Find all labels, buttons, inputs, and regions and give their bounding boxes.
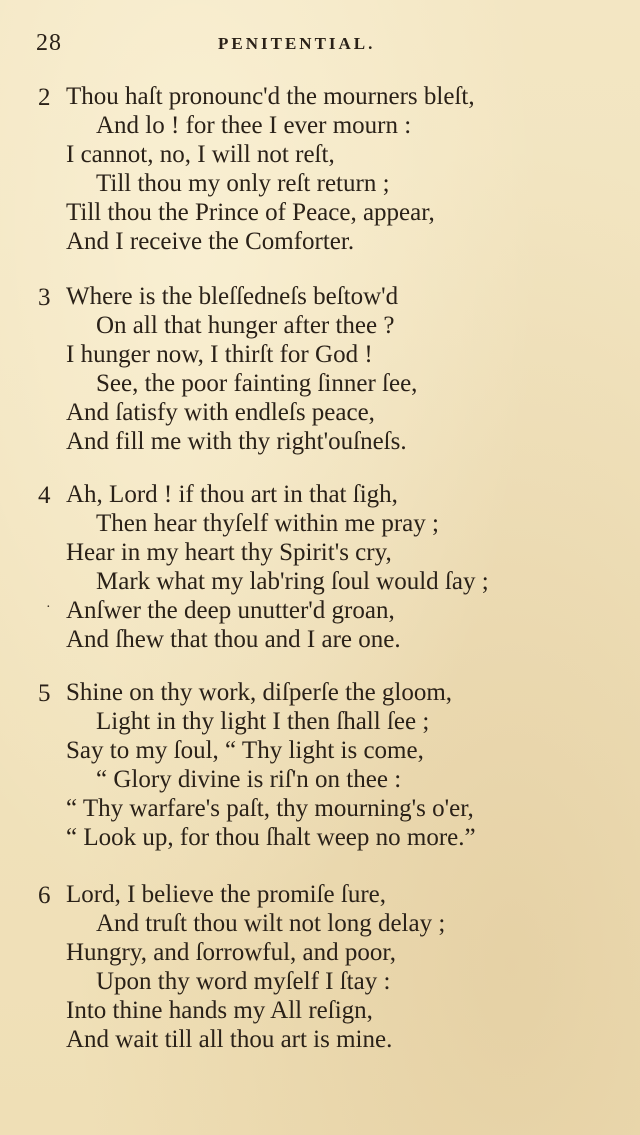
verse-line: Shine on thy work, diſperſe the gloom, xyxy=(66,679,453,706)
verse-line: Then hear thyſelf within me pray ; xyxy=(96,510,439,537)
verse-line: Into thine hands my All reſign, xyxy=(66,997,373,1024)
verse-line: See, the poor fainting ſinner ſee, xyxy=(96,370,418,397)
page-header xyxy=(0,30,640,60)
verse-line: Thou haſt pronounc'd the mourners bleſt, xyxy=(66,83,475,110)
verse-line: Where is the bleſſedneſs beſtow'd xyxy=(66,283,399,310)
verse-line: Ah, Lord ! if thou art in that ſigh, xyxy=(66,481,398,508)
verse-line: Anſwer the deep unutter'd groan, xyxy=(66,597,395,624)
verse-line: Mark what my lab'ring ſoul would ſay ; xyxy=(96,568,489,595)
verse-line: “ Glory divine is riſ'n on thee : xyxy=(96,766,402,793)
verse-line: Till thou my only reſt return ; xyxy=(96,170,390,197)
verse-line: And I receive the Comforter. xyxy=(66,228,355,255)
stanza-number: 4 xyxy=(38,482,51,509)
verse-line: And ſatisfy with endleſs peace, xyxy=(66,399,375,426)
verse-line: Hear in my heart thy Spirit's cry, xyxy=(66,539,392,566)
stanza-number: 2 xyxy=(38,84,51,111)
verse-line: And truſt thou wilt not long delay ; xyxy=(96,910,446,937)
verse-line: And ſhew that thou and I are one. xyxy=(66,626,401,653)
verse-line: Till thou the Prince of Peace, appear, xyxy=(66,199,435,226)
running-head: PENITENTIAL. xyxy=(218,34,376,53)
stanza-number: 6 xyxy=(38,882,51,909)
verse-line: Upon thy word myſelf I ſtay : xyxy=(96,968,391,995)
verse-line: “ Look up, for thou ſhalt weep no more.” xyxy=(66,824,476,851)
verse-line: And fill me with thy right'ouſneſs. xyxy=(66,428,407,455)
stanza-number: 3 xyxy=(38,284,51,311)
verse-line: Say to my ſoul, “ Thy light is come, xyxy=(66,737,424,764)
verse-line: On all that hunger after thee ? xyxy=(96,312,395,339)
verse-line: Light in thy light I then ſhall ſee ; xyxy=(96,708,430,735)
verse-line: And lo ! for thee I ever mourn : xyxy=(96,112,412,139)
page-number: 28 xyxy=(36,30,62,56)
verse-line: Hungry, and ſorrowful, and poor, xyxy=(66,939,396,966)
verse-line: Lord, I believe the promiſe ſure, xyxy=(66,881,387,908)
verse-line: I cannot, no, I will not reſt, xyxy=(66,141,335,168)
verse-line: And wait till all thou art is mine. xyxy=(66,1026,393,1053)
verse-line: I hunger now, I thirſt for God ! xyxy=(66,341,373,368)
ink-speck: · xyxy=(46,600,51,615)
stanza-number: 5 xyxy=(38,680,51,707)
verse-line: “ Thy warfare's paſt, thy mourning's o'er, xyxy=(66,795,474,822)
